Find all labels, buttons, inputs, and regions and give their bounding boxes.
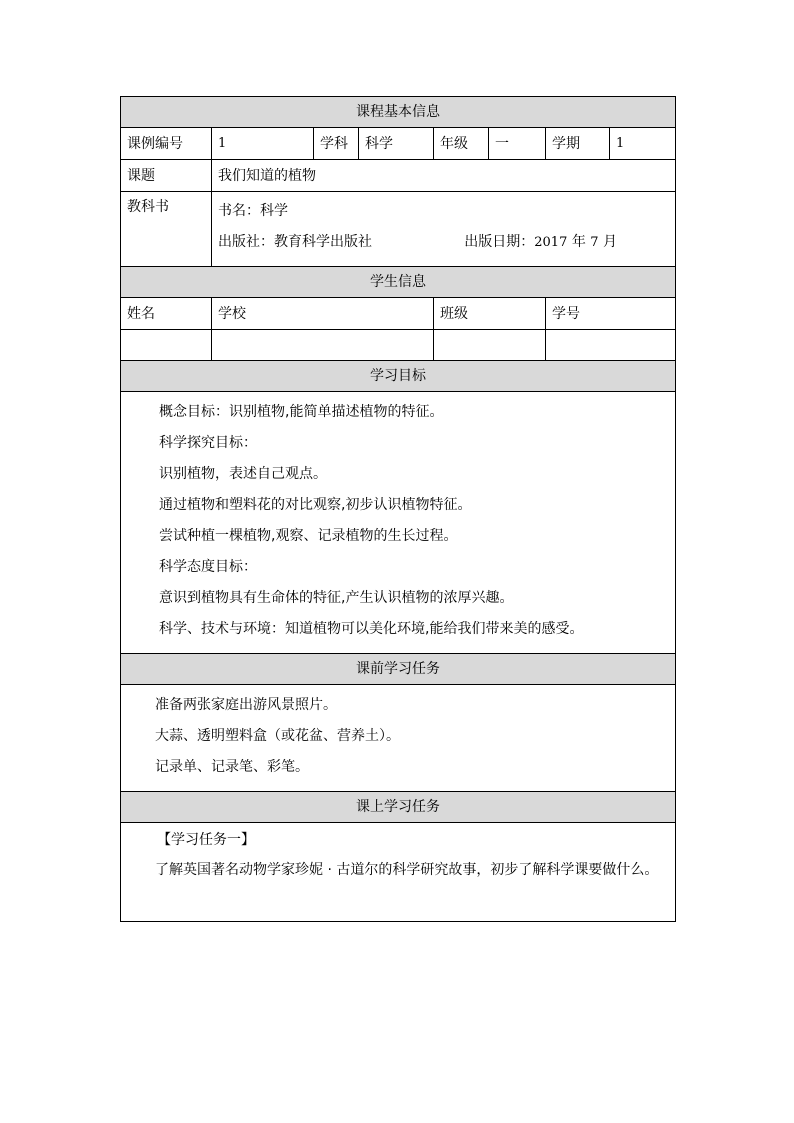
grade-label: 年级 [434, 128, 489, 160]
course-id-label: 课例编号 [121, 128, 212, 160]
goal-item: 尝试种植一棵植物,观察、记录植物的生长过程。 [159, 528, 458, 544]
publisher-line [218, 229, 669, 260]
subject-label: 学科 [314, 128, 359, 160]
pre-tasks-list [121, 685, 676, 792]
course-id-value: 1 [212, 128, 314, 160]
textbook-details [212, 192, 676, 267]
student-name-label: 姓名 [121, 298, 212, 330]
student-class-label: 班级 [434, 298, 546, 330]
student-school-label: 学校 [212, 298, 434, 330]
student-number-label: 学号 [546, 298, 676, 330]
course-info-table [120, 96, 676, 922]
class-tasks-content [121, 823, 676, 922]
term-label: 学期 [546, 128, 610, 160]
textbook-row [121, 192, 676, 267]
pre-task-item: 准备两张家庭出游风景照片。 [155, 697, 337, 713]
goal-item: 科学探究目标： [159, 435, 257, 451]
goal-item: 意识到植物具有生命体的特征,产生认识植物的浓厚兴趣。 [159, 590, 514, 606]
subject-value: 科学 [359, 128, 434, 160]
topic-row [121, 160, 676, 192]
section-header-student-info [121, 267, 676, 298]
task-description: 了解英国著名动物学家珍妮 · 古道尔的科学研究故事，初步了解科学课要做什么。 [155, 862, 659, 878]
course-meta-row [121, 128, 676, 160]
section-header-pre-tasks [121, 654, 676, 685]
student-name-field[interactable] [121, 330, 212, 361]
goal-item: 识别植物，表述自己观点。 [159, 466, 327, 482]
goal-item: 概念目标：识别植物,能简单描述植物的特征。 [159, 404, 444, 420]
pre-task-item: 大蒜、透明塑料盒（或花盆、营养土）。 [155, 728, 400, 744]
section-header-basic-info [121, 97, 676, 128]
student-school-field[interactable] [212, 330, 434, 361]
section-title: 课上学习任务 [121, 792, 676, 823]
goals-row [121, 392, 676, 654]
class-tasks-row [121, 823, 676, 922]
goal-item: 通过植物和塑料花的对比观察,初步认识植物特征。 [159, 497, 472, 513]
textbook-label: 教科书 [121, 192, 212, 267]
pre-task-item: 记录单、记录笔、彩笔。 [155, 759, 309, 775]
goal-item: 科学态度目标： [159, 559, 257, 575]
term-value: 1 [610, 128, 676, 160]
student-header-row [121, 298, 676, 330]
book-name: 书名：科学 [218, 203, 288, 219]
task-title: 【学习任务一】 [157, 832, 255, 848]
section-header-class-tasks [121, 792, 676, 823]
section-title: 课前学习任务 [121, 654, 676, 685]
topic-value: 我们知道的植物 [212, 160, 676, 192]
publish-date: 出版日期：2017 年 7 月 [464, 234, 617, 250]
section-header-goals [121, 361, 676, 392]
section-title: 学生信息 [121, 267, 676, 298]
section-title: 课程基本信息 [121, 97, 676, 128]
grade-value: 一 [489, 128, 546, 160]
topic-label: 课题 [121, 160, 212, 192]
publisher: 出版社：教育科学出版社 [218, 234, 372, 250]
pre-tasks-row [121, 685, 676, 792]
section-title: 学习目标 [121, 361, 676, 392]
student-class-field[interactable] [434, 330, 546, 361]
student-entry-row [121, 330, 676, 361]
student-number-field[interactable] [546, 330, 676, 361]
goals-list [121, 392, 676, 654]
goal-item: 科学、技术与环境：知道植物可以美化环境,能给我们带来美的感受。 [159, 621, 584, 637]
